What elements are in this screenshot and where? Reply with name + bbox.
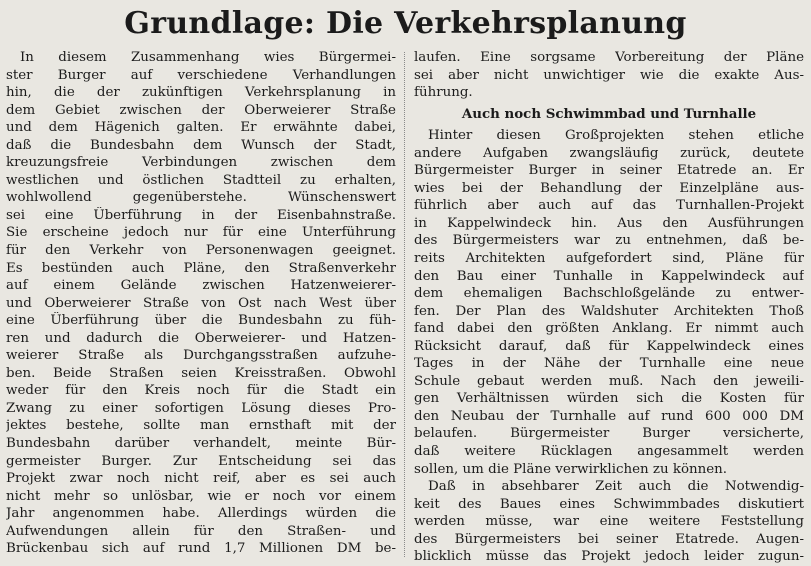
text-line: kreuzungsfreie Verbindungen zwischen dem xyxy=(6,155,396,171)
headline: Grundlage: Die Verkehrsplanung xyxy=(124,6,687,41)
text-line: Bürgermeister Burger in seiner Etatrede an. Er xyxy=(414,163,804,179)
text-line: Bundesbahn darüber verhandelt, meinte Bür- xyxy=(6,436,396,452)
text-line: dem ehemaligen Bachschloßgelände zu entwer- xyxy=(414,286,804,302)
subheading: Auch noch Schwimmbad und Turnhalle xyxy=(461,105,757,122)
text-line: hin, die der zukünftigen Verkehrsplanung in xyxy=(6,85,396,101)
text-line: weierer Straße als Durchgangsstraßen aufzuhe- xyxy=(6,348,396,364)
text-line: Schule gebaut werden muß. Nach den jeweili- xyxy=(414,373,804,389)
text-line: und Oberweierer Straße von Ost nach West über xyxy=(6,295,396,311)
text-line: germeister Burger. Zur Entscheidung sei das xyxy=(6,453,396,469)
text-line: keit des Baues eines Schwimmbades diskutiert xyxy=(414,496,804,512)
text-line: nicht mehr so unlösbar, wie er noch vor einem xyxy=(6,488,396,504)
text-line: den Bau einer Tunhalle in Kappelwindeck auf xyxy=(414,268,804,284)
text-line: laufen. Eine sorgsame Vorbereitung der Pläne xyxy=(414,50,804,65)
text-line: führung. xyxy=(414,85,473,101)
text-line: sei eine Überführung in der Eisenbahnstraße. xyxy=(6,207,396,223)
text-line: andere Aufgaben zwangsläufig zurück, deutete xyxy=(414,145,804,161)
text-line: Es bestünden auch Pläne, den Straßenverkehr xyxy=(6,260,396,276)
text-line: Projekt zwar noch nicht reif, aber es sei auch xyxy=(6,471,396,487)
column-divider xyxy=(404,52,406,557)
text-line: gen Verhältnissen würden sich die Kosten für xyxy=(414,391,804,407)
text-line: daß die Bundesbahn dem Wunsch der Stadt, xyxy=(6,137,396,153)
text-line: Sie erscheine jedoch nur für eine Unterführung xyxy=(6,225,396,241)
text-line: In diesem Zusammenhang wies Bürgermei- xyxy=(20,50,396,65)
text-line: weder für den Kreis noch für die Stadt ein xyxy=(6,383,396,399)
left-column xyxy=(6,49,396,558)
text-line: blicklich müsse das Projekt jedoch leider zugun- xyxy=(414,549,804,565)
text-line: für den Verkehr von Personenwagen geeignet. xyxy=(6,243,396,259)
text-line: Rücksicht darauf, daß für Kappelwindeck eines xyxy=(414,338,804,354)
text-line: wohlwollend gegenüberstehe. Wünschenswert xyxy=(6,190,396,206)
text-line: jektes bestehe, sollte man ernsthaft mit der xyxy=(6,418,396,434)
text-line: reits Architekten aufgefordert sind, Pläne für xyxy=(414,251,804,267)
text-line: westlichen und östlichen Stadtteil zu erhalten, xyxy=(6,172,396,188)
text-line: sei aber nicht unwichtiger wie die exakte Aus- xyxy=(414,67,804,83)
text-line: ren und dadurch die Oberweierer- und Hatzen- xyxy=(6,330,396,346)
text-line: und dem Hägenich galten. Er erwähnte dabei, xyxy=(6,120,396,136)
text-line: wies bei der Behandlung der Einzelpläne aus- xyxy=(414,180,804,196)
text-line: dem Gebiet zwischen der Oberweierer Straße xyxy=(6,102,396,118)
text-line: Daß in absehbarer Zeit auch die Notwendig- xyxy=(428,479,804,495)
text-line: ben. Beide Straßen seien Kreisstraßen. Obwohl xyxy=(6,365,396,381)
text-line: Aufwendungen allein für den Straßen- und xyxy=(6,523,396,539)
right-intro xyxy=(414,49,804,102)
text-line: des Bürgermeisters bei seiner Etatrede. Augen- xyxy=(414,531,804,547)
text-line: in Kappelwindeck hin. Aus den Ausführungen xyxy=(414,215,804,231)
text-line: Hinter diesen Großprojekten stehen etliche xyxy=(428,128,804,144)
right-paragraph-2 xyxy=(414,478,804,566)
right-paragraph-1 xyxy=(414,127,804,478)
right-column xyxy=(414,49,804,566)
text-line: fen. Der Plan des Waldshuter Architekten Thoß xyxy=(414,303,804,319)
text-line: fand dabei den größten Anklang. Er nimmt auch xyxy=(414,321,804,337)
text-line: den Neubau der Turnhalle auf rund 600 000 DM xyxy=(414,408,804,424)
text-line: ster Burger auf verschiedene Verhandlungen xyxy=(6,67,396,83)
text-line: daß weitere Rücklagen angesammelt werden xyxy=(414,444,804,460)
text-line: führlich aber auch auf das Turnhallen-Projekt xyxy=(414,198,804,214)
text-line: Tages in der Nähe der Turnhalle eine neue xyxy=(414,356,804,372)
text-line: eine Überführung über die Bundesbahn zu füh- xyxy=(6,313,396,329)
text-line: sollen, um die Pläne verwirklichen zu können. xyxy=(414,461,728,477)
text-line: werden müsse, war eine weitere Feststellung xyxy=(414,514,804,530)
text-line: Brückenbau sich auf rund 1,7 Millionen DM be- xyxy=(6,541,396,557)
text-line: auf einem Gelände zwischen Hatzenweierer- xyxy=(6,278,396,294)
text-line: des Bürgermeisters war zu entnehmen, daß be- xyxy=(414,233,804,249)
text-line: belaufen. Bürgermeister Burger versicherte, xyxy=(414,426,804,442)
text-line: Zwang zu einer sofortigen Lösung dieses Pro- xyxy=(6,400,396,416)
text-line: Jahr angenommen habe. Allerdings würden die xyxy=(6,506,396,522)
